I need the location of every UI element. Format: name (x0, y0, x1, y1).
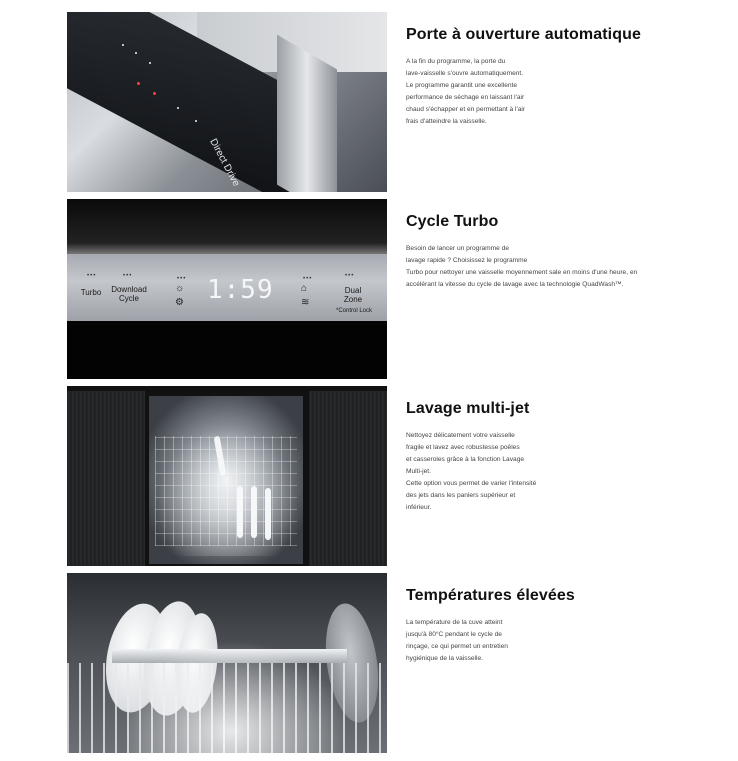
feature-title: Températures élevées (406, 587, 575, 604)
panel-light (122, 44, 124, 46)
feature-turbo-cycle (67, 199, 687, 379)
feature-description: A la fin du programme, la porte du lave-vaisselle s'ouvre automatiquement. Le programme garantit une excellente performance de séchage en laissant l'air chaud s'échapper et en permettant à l'air frais d'atteindre la vaisselle. (406, 58, 526, 125)
feature-description: La température de la cuve atteint jusqu'à 80°C pendant le cycle de rinçage, ce qui permet un entretien hygiénique de la vaisselle. (406, 619, 508, 662)
cabinet-right (309, 391, 387, 566)
cycle-text: Cycle (118, 294, 139, 303)
feature-text (406, 26, 666, 128)
control-lock-label: *Control Lock (335, 308, 373, 314)
steam (127, 633, 357, 753)
feature-text (406, 587, 666, 665)
feature-multi-jet (67, 386, 687, 566)
download-text: Download (111, 285, 147, 294)
feature-title: Lavage multi-jet (406, 400, 530, 417)
feature-description: Besoin de lancer un programme de lavage rapide ? Choisissez le programme Turbo pour nettoyer une vaisselle moyennement sale en moins d'une heure, en accélérant la vitesse du cycle de lavage avec la technologie QuadWash™. (406, 245, 638, 288)
sun-icon: ☼ (175, 283, 185, 294)
rinse-icon: ≋ (301, 297, 310, 308)
turbo-panel-image (67, 199, 387, 379)
indicator-dots: ••• (303, 276, 313, 282)
feature-title: Porte à ouverture automatique (406, 26, 641, 43)
turbo-label: Turbo (80, 288, 102, 297)
auto-door-image (67, 12, 387, 192)
panel-light (177, 107, 179, 109)
feature-text (406, 400, 666, 514)
lock-icon: ⌂ (301, 283, 308, 294)
water-spray (157, 426, 297, 556)
dual-zone-label (333, 286, 373, 304)
feature-text (406, 213, 666, 291)
feature-auto-door (67, 12, 687, 192)
indicator-dots: ••• (87, 273, 97, 279)
feature-title: Cycle Turbo (406, 213, 499, 230)
feature-high-temperature (67, 573, 687, 753)
indicator-dots: ••• (177, 276, 187, 282)
indicator-led (153, 92, 156, 95)
download-cycle-label (109, 285, 149, 303)
panel-bottom-shadow (67, 321, 387, 379)
panel-top-shadow (67, 199, 387, 254)
cabinet-left (67, 391, 145, 566)
zone-text: Zone (343, 295, 363, 304)
indicator-dots: ••• (345, 273, 355, 279)
multi-jet-image (67, 386, 387, 566)
panel-light (195, 120, 197, 122)
high-temperature-image (67, 573, 387, 753)
feature-description: Nettoyez délicatement votre vaisselle fragile et lavez avec robustesse poêles et casseroles grâce à la fonction Lavage Multi-jet. Cette option vous permet de varier l'intensité des jets dans les paniers supérieur et inférieur. (406, 432, 537, 511)
indicator-led (137, 82, 140, 85)
direct-drive-logo: Direct Drive (207, 137, 242, 189)
panel-light (135, 52, 137, 54)
dual-text: Dual (344, 286, 362, 295)
indicator-dots: ••• (123, 273, 133, 279)
settings-icon: ⚙ (175, 297, 184, 308)
time-display (207, 275, 274, 305)
panel-light (149, 62, 151, 64)
display-digits: 1:59 (207, 275, 274, 305)
